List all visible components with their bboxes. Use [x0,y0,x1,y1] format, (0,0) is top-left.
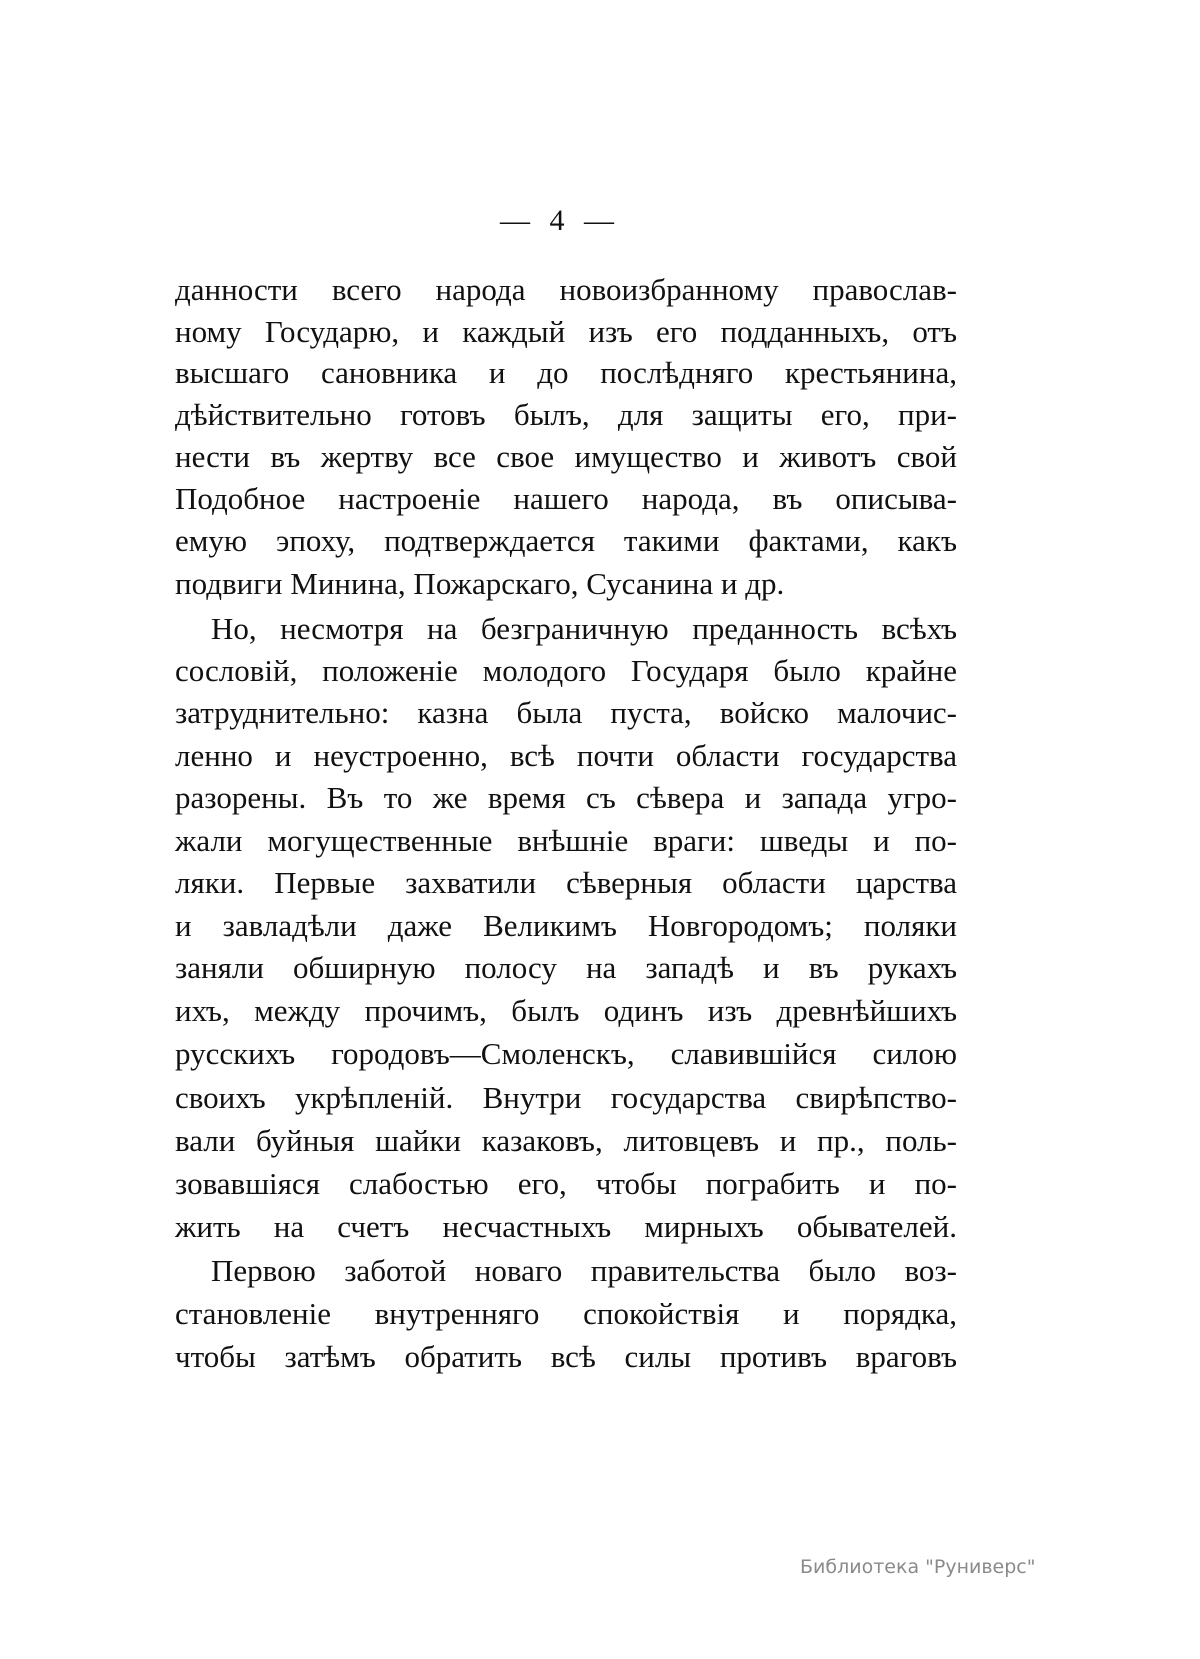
text-line: разорены. Въ то же время съ сѣвера и запада угро- [175,780,957,815]
text-line: данности всего народа новоизбранному православ- [175,272,957,307]
text-line: зовавшіяся слабостью его, чтобы пограбить и по- [175,1166,957,1201]
text-line: вали буйныя шайки казаковъ, литовцевъ и пр., поль- [175,1123,957,1158]
text-line: ляки. Первые захватили сѣверныя области царства [175,865,957,900]
text-line: становленіе внутренняго спокойствія и порядка, [175,1296,957,1331]
text-line: затруднительно: казна была пуста, войско малочис- [175,695,957,730]
text-line: жить на счетъ несчастныхъ мирныхъ обывателей. [175,1209,957,1244]
text-line: нести въ жертву все свое имущество и животъ свой [175,439,957,474]
text-line: Подобное настроеніе нашего народа, въ описыва- [175,481,957,516]
text-line: ленно и неустроенно, всѣ почти области государства [175,738,957,773]
text-line: высшаго сановника и до послѣдняго крестьянина, [175,355,957,390]
text-line: ихъ, между прочимъ, былъ одинъ изъ древнѣйшихъ [175,993,957,1028]
library-watermark: Библиотека "Руниверс" [800,1556,1036,1578]
text-line: дѣйствительно готовъ былъ, для защиты его, при- [175,397,957,432]
text-line: сословій, положеніе молодого Государя было крайне [175,653,957,688]
text-line: заняли обширную полосу на западѣ и въ рукахъ [175,950,957,985]
text-line: емую эпоху, подтверждается такими фактами, какъ [175,523,957,558]
text-line: ному Государю, и каждый изъ его подданныхъ, отъ [175,314,957,349]
text-line: Первою заботой новаго правительства было воз- [211,1253,957,1288]
text-line: подвиги Минина, Пожарскаго, Сусанина и др. [175,566,785,601]
text-line: чтобы затѣмъ обратить всѣ силы противъ враговъ [175,1339,957,1374]
text-line: русскихъ городовъ—Смоленскъ, славившійся силою [175,1036,957,1071]
text-line: и завладѣли даже Великимъ Новгородомъ; поляки [175,908,957,943]
text-line: жали могущественные внѣшніе враги: шведы и по- [175,823,957,858]
text-line: своихъ укрѣпленій. Внутри государства свирѣпство- [175,1080,957,1115]
page-number: — 4 — [500,204,620,237]
text-line: Но, несмотря на безграничную преданность всѣхъ [211,611,957,646]
